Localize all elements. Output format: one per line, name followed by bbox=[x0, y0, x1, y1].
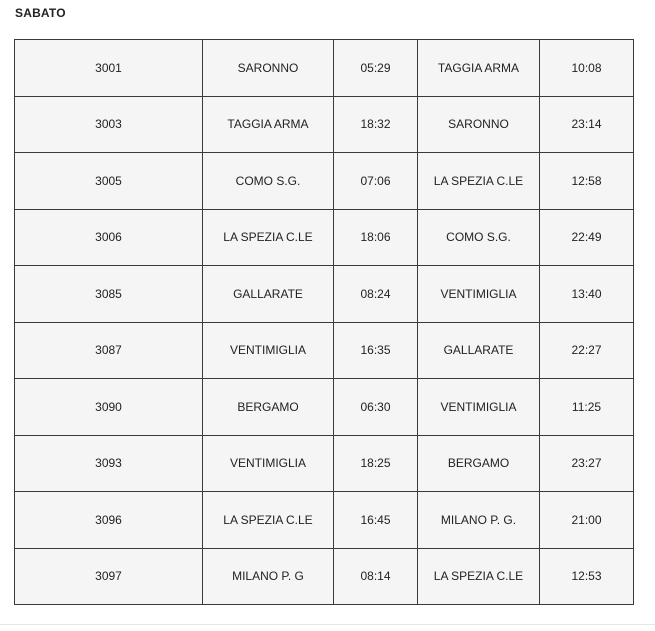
departure-time-cell: 16:35 bbox=[334, 322, 418, 379]
origin-cell: VENTIMIGLIA bbox=[203, 435, 334, 492]
table-row bbox=[15, 266, 634, 323]
origin-cell: LA SPEZIA C.LE bbox=[203, 209, 334, 266]
day-label: SABATO bbox=[15, 6, 66, 20]
departure-time-cell: 08:14 bbox=[334, 548, 418, 605]
departure-time-cell: 08:24 bbox=[334, 266, 418, 323]
origin-cell: BERGAMO bbox=[203, 379, 334, 436]
table-row bbox=[15, 40, 634, 97]
train-number-cell: 3005 bbox=[15, 153, 203, 210]
destination-cell: LA SPEZIA C.LE bbox=[418, 153, 540, 210]
table-row bbox=[15, 209, 634, 266]
destination-cell: VENTIMIGLIA bbox=[418, 266, 540, 323]
arrival-time-cell: 23:27 bbox=[540, 435, 634, 492]
arrival-time-cell: 10:08 bbox=[540, 40, 634, 97]
arrival-time-cell: 11:25 bbox=[540, 379, 634, 436]
destination-cell: SARONNO bbox=[418, 96, 540, 153]
origin-cell: COMO S.G. bbox=[203, 153, 334, 210]
train-number-cell: 3085 bbox=[15, 266, 203, 323]
timetable-body bbox=[15, 40, 634, 605]
departure-time-cell: 06:30 bbox=[334, 379, 418, 436]
train-number-cell: 3006 bbox=[15, 209, 203, 266]
departure-time-cell: 18:25 bbox=[334, 435, 418, 492]
table-row bbox=[15, 96, 634, 153]
arrival-time-cell: 12:58 bbox=[540, 153, 634, 210]
departure-time-cell: 05:29 bbox=[334, 40, 418, 97]
origin-cell: MILANO P. G bbox=[203, 548, 334, 605]
arrival-time-cell: 23:14 bbox=[540, 96, 634, 153]
departure-time-cell: 18:06 bbox=[334, 209, 418, 266]
table-row bbox=[15, 322, 634, 379]
train-number-cell: 3097 bbox=[15, 548, 203, 605]
train-number-cell: 3003 bbox=[15, 96, 203, 153]
table-row bbox=[15, 492, 634, 549]
arrival-time-cell: 12:53 bbox=[540, 548, 634, 605]
train-number-cell: 3090 bbox=[15, 379, 203, 436]
arrival-time-cell: 21:00 bbox=[540, 492, 634, 549]
train-number-cell: 3087 bbox=[15, 322, 203, 379]
origin-cell: LA SPEZIA C.LE bbox=[203, 492, 334, 549]
origin-cell: VENTIMIGLIA bbox=[203, 322, 334, 379]
origin-cell: TAGGIA ARMA bbox=[203, 96, 334, 153]
departure-time-cell: 18:32 bbox=[334, 96, 418, 153]
table-row bbox=[15, 153, 634, 210]
destination-cell: GALLARATE bbox=[418, 322, 540, 379]
table-row bbox=[15, 379, 634, 436]
destination-cell: MILANO P. G. bbox=[418, 492, 540, 549]
departure-time-cell: 16:45 bbox=[334, 492, 418, 549]
table-row bbox=[15, 548, 634, 605]
destination-cell: BERGAMO bbox=[418, 435, 540, 492]
arrival-time-cell: 22:49 bbox=[540, 209, 634, 266]
train-number-cell: 3001 bbox=[15, 40, 203, 97]
arrival-time-cell: 22:27 bbox=[540, 322, 634, 379]
origin-cell: GALLARATE bbox=[203, 266, 334, 323]
destination-cell: TAGGIA ARMA bbox=[418, 40, 540, 97]
destination-cell: VENTIMIGLIA bbox=[418, 379, 540, 436]
arrival-time-cell: 13:40 bbox=[540, 266, 634, 323]
origin-cell: SARONNO bbox=[203, 40, 334, 97]
table-row bbox=[15, 435, 634, 492]
destination-cell: LA SPEZIA C.LE bbox=[418, 548, 540, 605]
bottom-divider bbox=[0, 624, 655, 625]
departure-time-cell: 07:06 bbox=[334, 153, 418, 210]
train-number-cell: 3093 bbox=[15, 435, 203, 492]
timetable bbox=[14, 39, 634, 605]
train-number-cell: 3096 bbox=[15, 492, 203, 549]
destination-cell: COMO S.G. bbox=[418, 209, 540, 266]
